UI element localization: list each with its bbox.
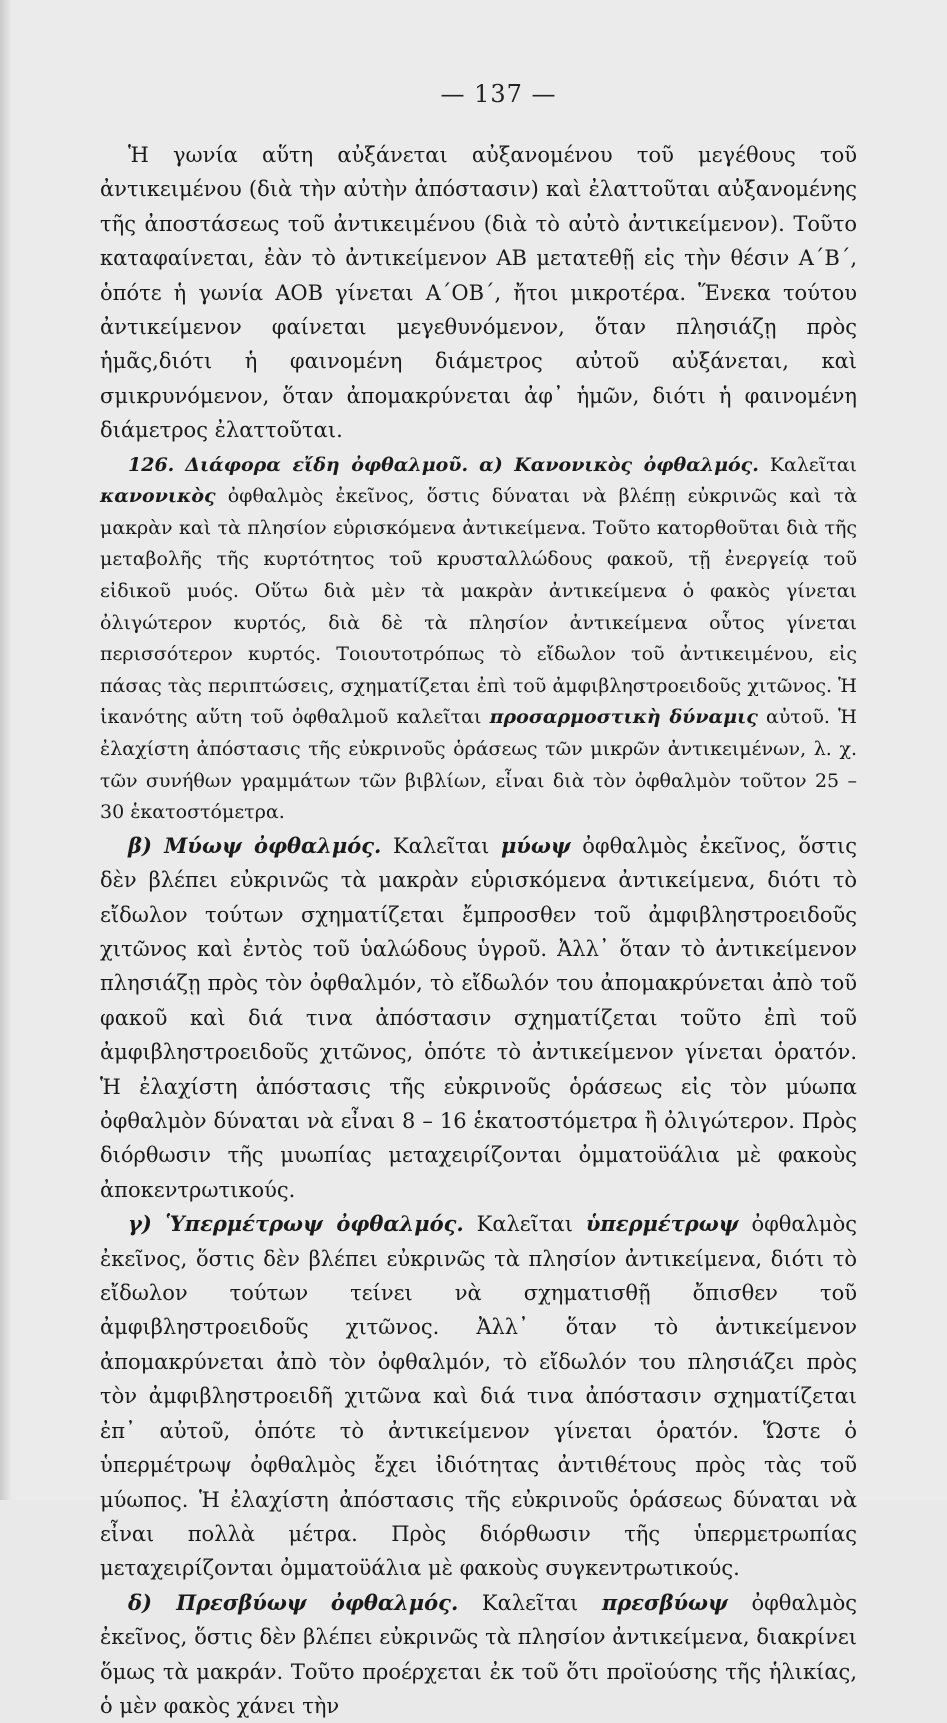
text: ὀφθαλμὸς ἐκεῖνος, ὅστις δὲν βλέπει εὐκρινῶς τὰ πλησίον ἀντικείμενα, διακρίνει ὅμως τὰ μακράν. Τοῦτο προέρχεται ἐκ τοῦ ὅτι προϊούσης τῆς ἡλικίας, ὁ μὲν φακὸς χάνει τὴν xyxy=(100,1590,857,1718)
text: ὀφθαλμὸς ἐκεῖνος, ὅστις δύναται νὰ βλέπῃ εὐκρινῶς καὶ τὰ μακρὰν καὶ τὰ πλησίον εὑρισκόμενα ἀντικείμενα. Τοῦτο κατορθοῦται διὰ τῆς μεταβολῆς τῆς κυρτότητος τοῦ κρυσταλλώδους φακοῦ, τῇ ἐνεργείᾳ τοῦ εἰδικοῦ μυός. Οὕτω διὰ μὲν τὰ μακρὰν ἀντικείμενα ὁ φακὸς γίνεται ὀλιγώτερον κυρτός, διὰ δὲ τὰ πλησίον ἀντικείμενα οὗτος γίνεται περισσότερον κυρτός. Τοιουτοτρόπως τὸ εἴδωλον τοῦ ἀντικειμένου, εἰς πάσας τὰς περιπτώσεις, σχηματίζεται ἐπὶ τοῦ ἀμφιβληστροειδοῦς χιτῶνος. Ἡ ἱκανότης αὕτη τοῦ ὀφθαλμοῦ καλεῖται xyxy=(100,485,857,729)
subheading-normal-eye: α) Κανονικὸς ὀφθαλμός. xyxy=(479,453,759,476)
section-heading: Διάφορα εἴδη ὀφθαλμοῦ. xyxy=(185,453,469,476)
text: αὐτοῦ. Ἡ ἐλαχίστη ἀπόστασις τῆς εὐκρινοῦς ὁράσεως τῶν μικρῶν ἀντικειμένων, λ. χ. τῶν συνήθων γραμμάτων τῶν βιβλίων, εἶναι διὰ τὸν ὀφθαλμὸν τοῦτον 25 – 30 ἑκατοστόμετρα. xyxy=(100,706,857,824)
section-126 xyxy=(100,450,857,829)
paragraph-presbyopic-eye xyxy=(100,1586,857,1723)
text: ὀφθαλμὸς ἐκεῖνος, ὅστις δὲν βλέπει εὐκρινῶς τὰ πλησίον ἀντικείμενα, διότι τὸ εἴδωλον τούτων τείνει νὰ σχηματισθῇ ὄπισθεν τοῦ ἀμφιβληστροειδοῦς χιτῶνος. Ἀλλ᾽ ὅταν τὸ ἀντικείμενον ἀπομακρύνεται ἀπὸ τὸν ὀφθαλμόν, τὸ εἴδωλόν του πλησιάζει πρὸς τὸν ἀμφιβληστροειδῆ χιτῶνα καὶ διά τινα ἀπόστασιν σχηματίζεται ἐπ᾽ αὐτοῦ, ὁπότε τὸ ἀντικείμενον γίνεται ὁρατόν. Ὥστε ὁ ὑπερμέτρωψ ὀφθαλμὸς ἔχει ἰδιότητας ἀντιθέτους πρὸς τὰς τοῦ μύωπος. Ἡ ἐλαχίστη ἀπόστασις τῆς εὐκρινοῦς ὁράσεως δύναται νὰ εἶναι πολλὰ μέτρα. Πρὸς διόρθωσιν τῆς ὑπερμετρωπίας μεταχειρίζονται ὀμματοϋάλια μὲ φακοὺς συγκεντρωτικούς. xyxy=(100,1212,857,1581)
text: ὀφθαλμὸς ἐκεῖνος, ὅστις δὲν βλέπει εὐκρινῶς τὰ μακρὰν εὑρισκόμενα ἀντικείμενα, διότι τὸ εἴδωλον τούτων σχηματίζεται ἔμπροσθεν τοῦ ἀμφιβληστροειδοῦς χιτῶνος καὶ ἐντὸς τοῦ ὑαλώδους ὑγροῦ. Ἀλλ᾽ ὅταν τὸ ἀντικείμενον πλησιάζῃ πρὸς τὸν ὀφθαλμόν, τὸ εἴδωλόν του ἀπομακρύνεται ἀπὸ τοῦ φακοῦ καὶ διά τινα ἀπόστασιν σχηματίζεται τοῦτο ἐπὶ τοῦ ἀμφιβληστροειδοῦς χιτῶνος, ὁπότε τὸ ἀντικείμενον γίνεται ὁρατόν. Ἡ ἐλαχίστη ἀπόστασις τῆς εὐκρινοῦς ὁράσεως εἰς τὸν μύωπα ὀφθαλμὸν δύναται νὰ εἶναι 8 – 16 ἑκατοστόμετρα ἢ ὀλιγώτερον. Πρὸς διόρθωσιν τῆς μυωπίας μεταχειρίζονται ὀμματοϋάλια μὲ φακοὺς ἀποκεντρωτικούς. xyxy=(100,833,857,1202)
term-normal: κανονικὸς xyxy=(100,485,216,508)
term-presbyopic: πρεσβύωψ xyxy=(601,1589,728,1615)
text: Καλεῖται xyxy=(758,453,857,476)
term-myopic: μύωψ xyxy=(500,832,571,858)
subheading-presbyopic-eye: δ) Πρεσβύωψ ὀφθαλμός. xyxy=(128,1589,459,1615)
section-number: 126. xyxy=(128,453,175,476)
paragraph-myopic-eye xyxy=(100,829,857,1207)
page-number: — 137 — xyxy=(440,80,557,108)
subheading-myopic-eye: β) Μύωψ ὀφθαλμός. xyxy=(128,832,382,858)
subheading-hyperopic-eye: γ) Ὑπερμέτρωψ ὀφθαλμός. xyxy=(128,1211,464,1237)
text: Καλεῖται xyxy=(458,1590,602,1615)
paragraph-hyperopic-eye xyxy=(100,1207,857,1585)
text: Καλεῖται xyxy=(463,1212,586,1237)
paragraph-visual-angle: Ἡ γωνία αὕτη αὐξάνεται αὐξανομένου τοῦ μεγέθους τοῦ ἀντικειμένου (διὰ τὴν αὐτὴν ἀπόστασιν) καὶ ἐλαττοῦται αὐξανομένης τῆς ἀποστάσεως τοῦ ἀντικειμένου (διὰ τὸ αὐτὸ ἀντικείμενον). Τοῦτο καταφαίνεται, ἐὰν τὸ ἀντικείμενον ΑΒ μετατεθῇ εἰς τὴν θέσιν Α΄Β΄, ὁπότε ἡ γωνία ΑΟΒ γίνεται Α΄ΟΒ΄, ἤτοι μικροτέρα. Ἕνεκα τούτου ἀντικείμενον φαίνεται μεγεθυνόμενον, ὅταν πλησιάζῃ πρὸς ἡμᾶς,διότι ἡ φαινομένη διάμετρος αὐτοῦ αὐξάνεται, καὶ σμικρυνόμενον, ὅταν ἀπομακρύνεται ἀφ᾽ ἡμῶν, διότι ἡ φαινομένη διάμετρος ἐλαττοῦται. xyxy=(100,143,857,443)
term-accommodation: προσαρμοστικὴ δύναμις xyxy=(489,706,758,729)
term-hyperopic: ὑπερμέτρωψ xyxy=(585,1211,739,1237)
text: Καλεῖται xyxy=(381,833,501,858)
page-edge-shadow xyxy=(0,0,12,1500)
